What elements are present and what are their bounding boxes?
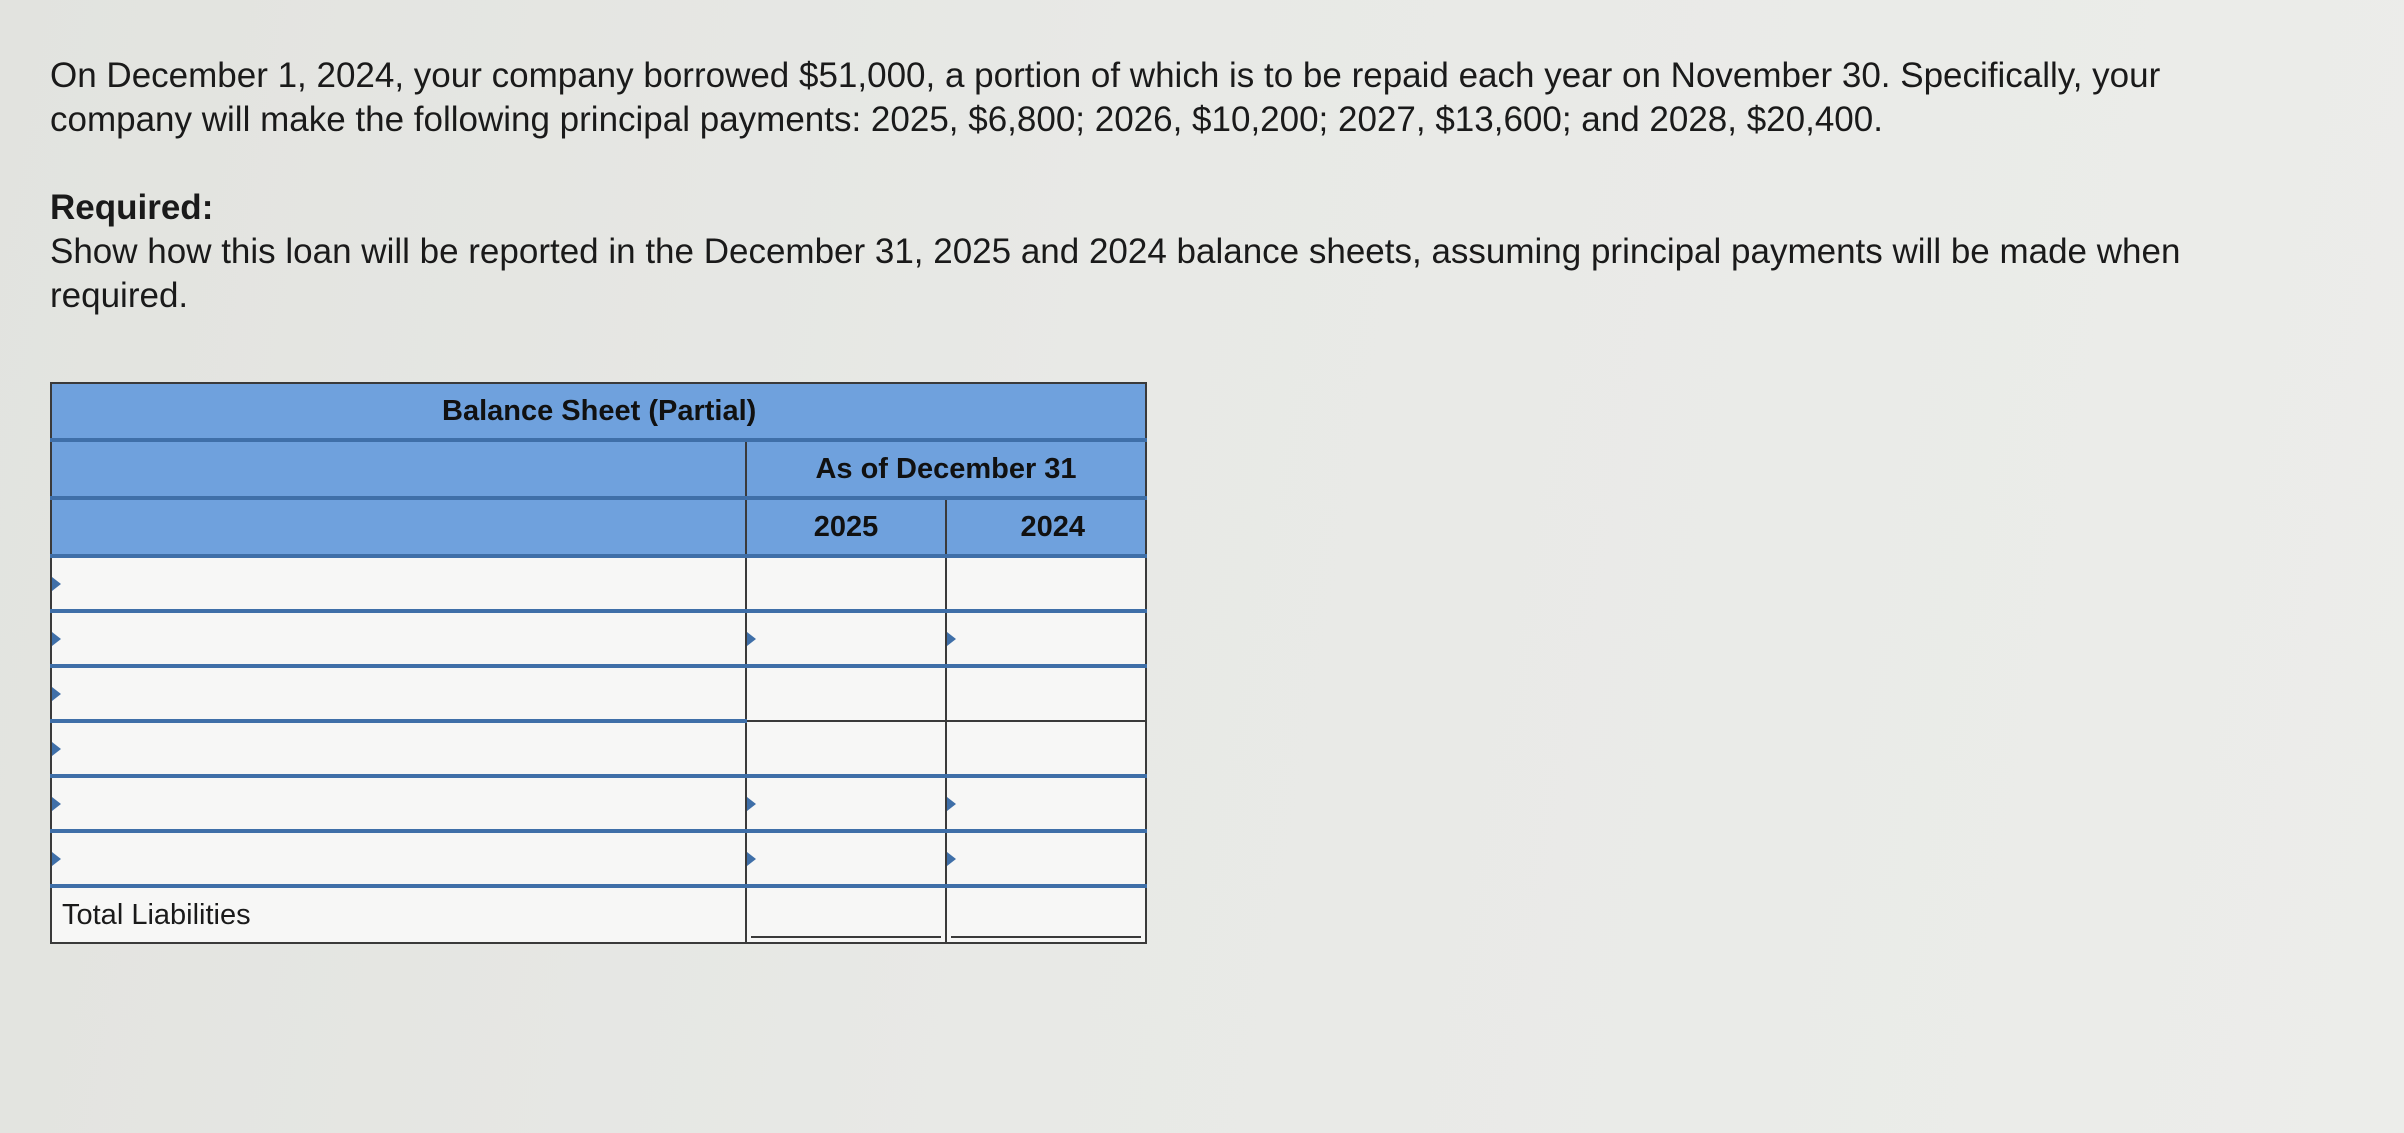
account-select[interactable] — [52, 613, 745, 664]
amount-2024-input[interactable] — [947, 558, 1145, 609]
dropdown-indicator-icon — [947, 852, 956, 866]
amount-2024-cell[interactable] — [946, 776, 1146, 831]
label-cell[interactable] — [51, 831, 746, 886]
amount-2024-input[interactable] — [947, 833, 1145, 884]
table-row — [51, 556, 1146, 611]
amount-2024-cell[interactable] — [946, 556, 1146, 611]
table-row — [51, 611, 1146, 666]
label-cell[interactable] — [51, 721, 746, 776]
amount-2025-cell[interactable] — [746, 556, 946, 611]
amount-2025-cell[interactable] — [746, 721, 946, 776]
table-row — [51, 831, 1146, 886]
dropdown-indicator-icon — [52, 687, 61, 701]
total-2024-cell[interactable] — [946, 886, 1146, 943]
dropdown-indicator-icon — [747, 632, 756, 646]
table-row — [51, 776, 1146, 831]
account-select[interactable] — [52, 723, 745, 774]
table-row — [51, 666, 1146, 721]
double-underline — [751, 936, 941, 938]
account-select[interactable] — [52, 778, 745, 829]
amount-2025-cell[interactable] — [746, 666, 946, 721]
label-cell[interactable] — [51, 776, 746, 831]
amount-2024-cell[interactable] — [946, 721, 1146, 776]
dropdown-indicator-icon — [947, 797, 956, 811]
dropdown-indicator-icon — [52, 852, 61, 866]
table-title: Balance Sheet (Partial) — [51, 383, 1146, 440]
account-select[interactable] — [52, 558, 745, 609]
dropdown-indicator-icon — [747, 797, 756, 811]
amount-2025-cell[interactable] — [746, 776, 946, 831]
amount-2025-cell[interactable] — [746, 831, 946, 886]
total-2025-input[interactable] — [747, 899, 945, 931]
total-2025-cell[interactable] — [746, 886, 946, 943]
amount-2025-input[interactable] — [747, 833, 945, 884]
header-blank — [51, 498, 746, 556]
question-intro: On December 1, 2024, your company borrowed $51,000, a portion of which is to be repaid each year on November 30. Specifically, your company will make the following principal payments: 2025, $6,800; 2026, $10,200; 2027, $13,600; and 2028, $20,400. — [50, 56, 2161, 139]
amount-2025-cell[interactable] — [746, 611, 946, 666]
balance-sheet-table — [50, 382, 1147, 944]
dropdown-indicator-icon — [52, 632, 61, 646]
required-body: Show how this loan will be reported in the December 31, 2025 and 2024 balance sheets, assuming principal payments will be made when required. — [50, 232, 2181, 315]
amount-2024-input[interactable] — [947, 722, 1145, 774]
dropdown-indicator-icon — [52, 577, 61, 591]
dropdown-indicator-icon — [947, 632, 956, 646]
amount-2024-input[interactable] — [947, 613, 1145, 664]
amount-2024-input[interactable] — [947, 668, 1145, 720]
amount-2024-cell[interactable] — [946, 666, 1146, 721]
year-header-2024: 2024 — [946, 498, 1146, 556]
dropdown-indicator-icon — [747, 852, 756, 866]
as-of-header: As of December 31 — [746, 440, 1146, 498]
amount-2024-cell[interactable] — [946, 611, 1146, 666]
table-row — [51, 721, 1146, 776]
header-blank — [51, 440, 746, 498]
amount-2025-input[interactable] — [747, 558, 945, 609]
dropdown-indicator-icon — [52, 742, 61, 756]
dropdown-indicator-icon — [52, 797, 61, 811]
amount-2025-input[interactable] — [747, 668, 945, 720]
required-heading: Required: — [50, 188, 214, 227]
double-underline — [951, 936, 1141, 938]
account-select[interactable] — [52, 668, 745, 719]
amount-2024-cell[interactable] — [946, 831, 1146, 886]
amount-2025-input[interactable] — [747, 722, 945, 774]
total-2024-input[interactable] — [947, 899, 1145, 931]
total-liabilities-label: Total Liabilities — [51, 886, 746, 943]
total-row — [51, 886, 1146, 943]
amount-2025-input[interactable] — [747, 778, 945, 829]
amount-2024-input[interactable] — [947, 778, 1145, 829]
label-cell[interactable] — [51, 666, 746, 721]
year-header-2025: 2025 — [746, 498, 946, 556]
amount-2025-input[interactable] — [747, 613, 945, 664]
label-cell[interactable] — [51, 611, 746, 666]
label-cell[interactable] — [51, 556, 746, 611]
account-select[interactable] — [52, 833, 745, 884]
